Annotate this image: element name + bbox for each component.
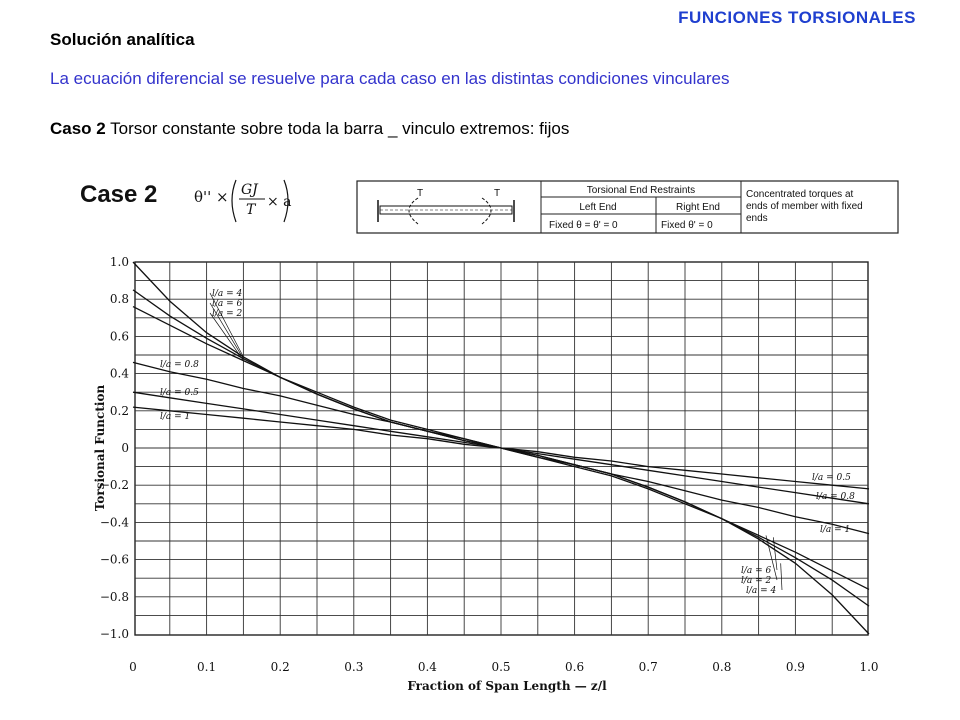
restraint-description-2: ends of member with fixed bbox=[746, 201, 863, 212]
series-labels bbox=[160, 289, 855, 596]
restraints-title: Torsional End Restraints bbox=[586, 185, 696, 196]
series-label-right: l/a = 1 bbox=[820, 525, 851, 535]
x-tick-labels bbox=[129, 660, 878, 674]
x-tick-label: 0.1 bbox=[197, 660, 217, 674]
x-axis-label: Fraction of Span Length — z/l bbox=[407, 679, 607, 693]
torque-label-left: T bbox=[417, 188, 424, 199]
formula-denominator: T bbox=[246, 202, 256, 218]
x-tick-label: 0.9 bbox=[785, 660, 805, 674]
series-label-right: l/a = 0.5 bbox=[812, 473, 851, 483]
y-axis-label: Torsional Function bbox=[93, 384, 107, 512]
series-label-right: l/a = 0.8 bbox=[816, 492, 855, 502]
series-label-left: l/a = 2 bbox=[212, 309, 243, 319]
series-label-left: l/a = 1 bbox=[160, 412, 191, 422]
x-tick-label: 0.5 bbox=[491, 660, 511, 674]
formula-numerator: GJ bbox=[241, 182, 258, 198]
left-end-condition: Fixed θ = θ' = 0 bbox=[549, 220, 618, 231]
y-tick-label: 0.6 bbox=[109, 329, 129, 344]
formula-lhs: θ'' × bbox=[194, 188, 229, 206]
x-tick-label: 0.8 bbox=[712, 660, 732, 674]
series-label-left: l/a = 0.5 bbox=[160, 388, 199, 398]
y-tick-label: 0.4 bbox=[109, 366, 129, 381]
series-label-left: l/a = 0.8 bbox=[160, 360, 199, 370]
section-subtitle: Solución analítica bbox=[50, 30, 195, 49]
series-label-left: l/a = 6 bbox=[212, 299, 243, 309]
right-end-label: Right End bbox=[676, 202, 720, 213]
restraint-description-1: Concentrated torques at bbox=[746, 189, 854, 200]
case-label: Caso 2 bbox=[50, 119, 106, 138]
x-tick-label: 0.4 bbox=[417, 660, 437, 674]
torque-arc-right-icon bbox=[482, 198, 491, 224]
slide-title: FUNCIONES TORSIONALES bbox=[678, 8, 916, 27]
right-end-condition: Fixed θ' = 0 bbox=[661, 220, 713, 231]
y-tick-label: 1.0 bbox=[109, 255, 129, 269]
intro-text: La ecuación diferencial se resuelve para cada caso en las distintas condiciones vinculares bbox=[50, 69, 730, 88]
left-end-label: Left End bbox=[579, 202, 617, 213]
formula-paren-left bbox=[232, 180, 236, 222]
torque-label-right: T bbox=[494, 188, 501, 199]
x-tick-label: 0.2 bbox=[270, 660, 290, 674]
case-title: Case 2 bbox=[80, 181, 158, 208]
beam-diagram bbox=[378, 188, 514, 224]
y-tick-label: −1.0 bbox=[99, 627, 129, 641]
x-tick-label: 0.3 bbox=[344, 660, 364, 674]
figure-header bbox=[80, 180, 898, 233]
y-tick-label: 0.8 bbox=[109, 292, 129, 307]
y-tick-label: 0 bbox=[121, 441, 129, 455]
x-tick-label: 0 bbox=[129, 660, 137, 674]
label-leader-line bbox=[773, 537, 777, 570]
restraint-description-3: ends bbox=[746, 213, 768, 224]
y-tick-label: −0.4 bbox=[99, 515, 129, 530]
formula-rhs: × a bbox=[267, 194, 292, 210]
y-tick-label: −0.2 bbox=[99, 478, 129, 493]
series-label-right: l/a = 2 bbox=[741, 576, 772, 586]
x-tick-label: 0.6 bbox=[565, 660, 585, 674]
y-tick-label: −0.8 bbox=[99, 589, 129, 604]
series-label-right: l/a = 6 bbox=[741, 566, 772, 576]
y-tick-label: 0.2 bbox=[109, 403, 129, 418]
series-label-right: l/a = 4 bbox=[746, 586, 777, 596]
x-tick-label: 1.0 bbox=[859, 660, 879, 674]
series-label-leaders bbox=[210, 293, 782, 590]
case-text: Torsor constante sobre toda la barra _ vinculo extremos: fijos bbox=[105, 119, 570, 138]
series-label-left: l/a = 4 bbox=[212, 289, 243, 299]
torque-arc-left-icon bbox=[409, 198, 418, 224]
label-leader-line bbox=[781, 563, 782, 590]
x-tick-label: 0.7 bbox=[638, 660, 658, 674]
y-tick-label: −0.6 bbox=[99, 552, 129, 567]
